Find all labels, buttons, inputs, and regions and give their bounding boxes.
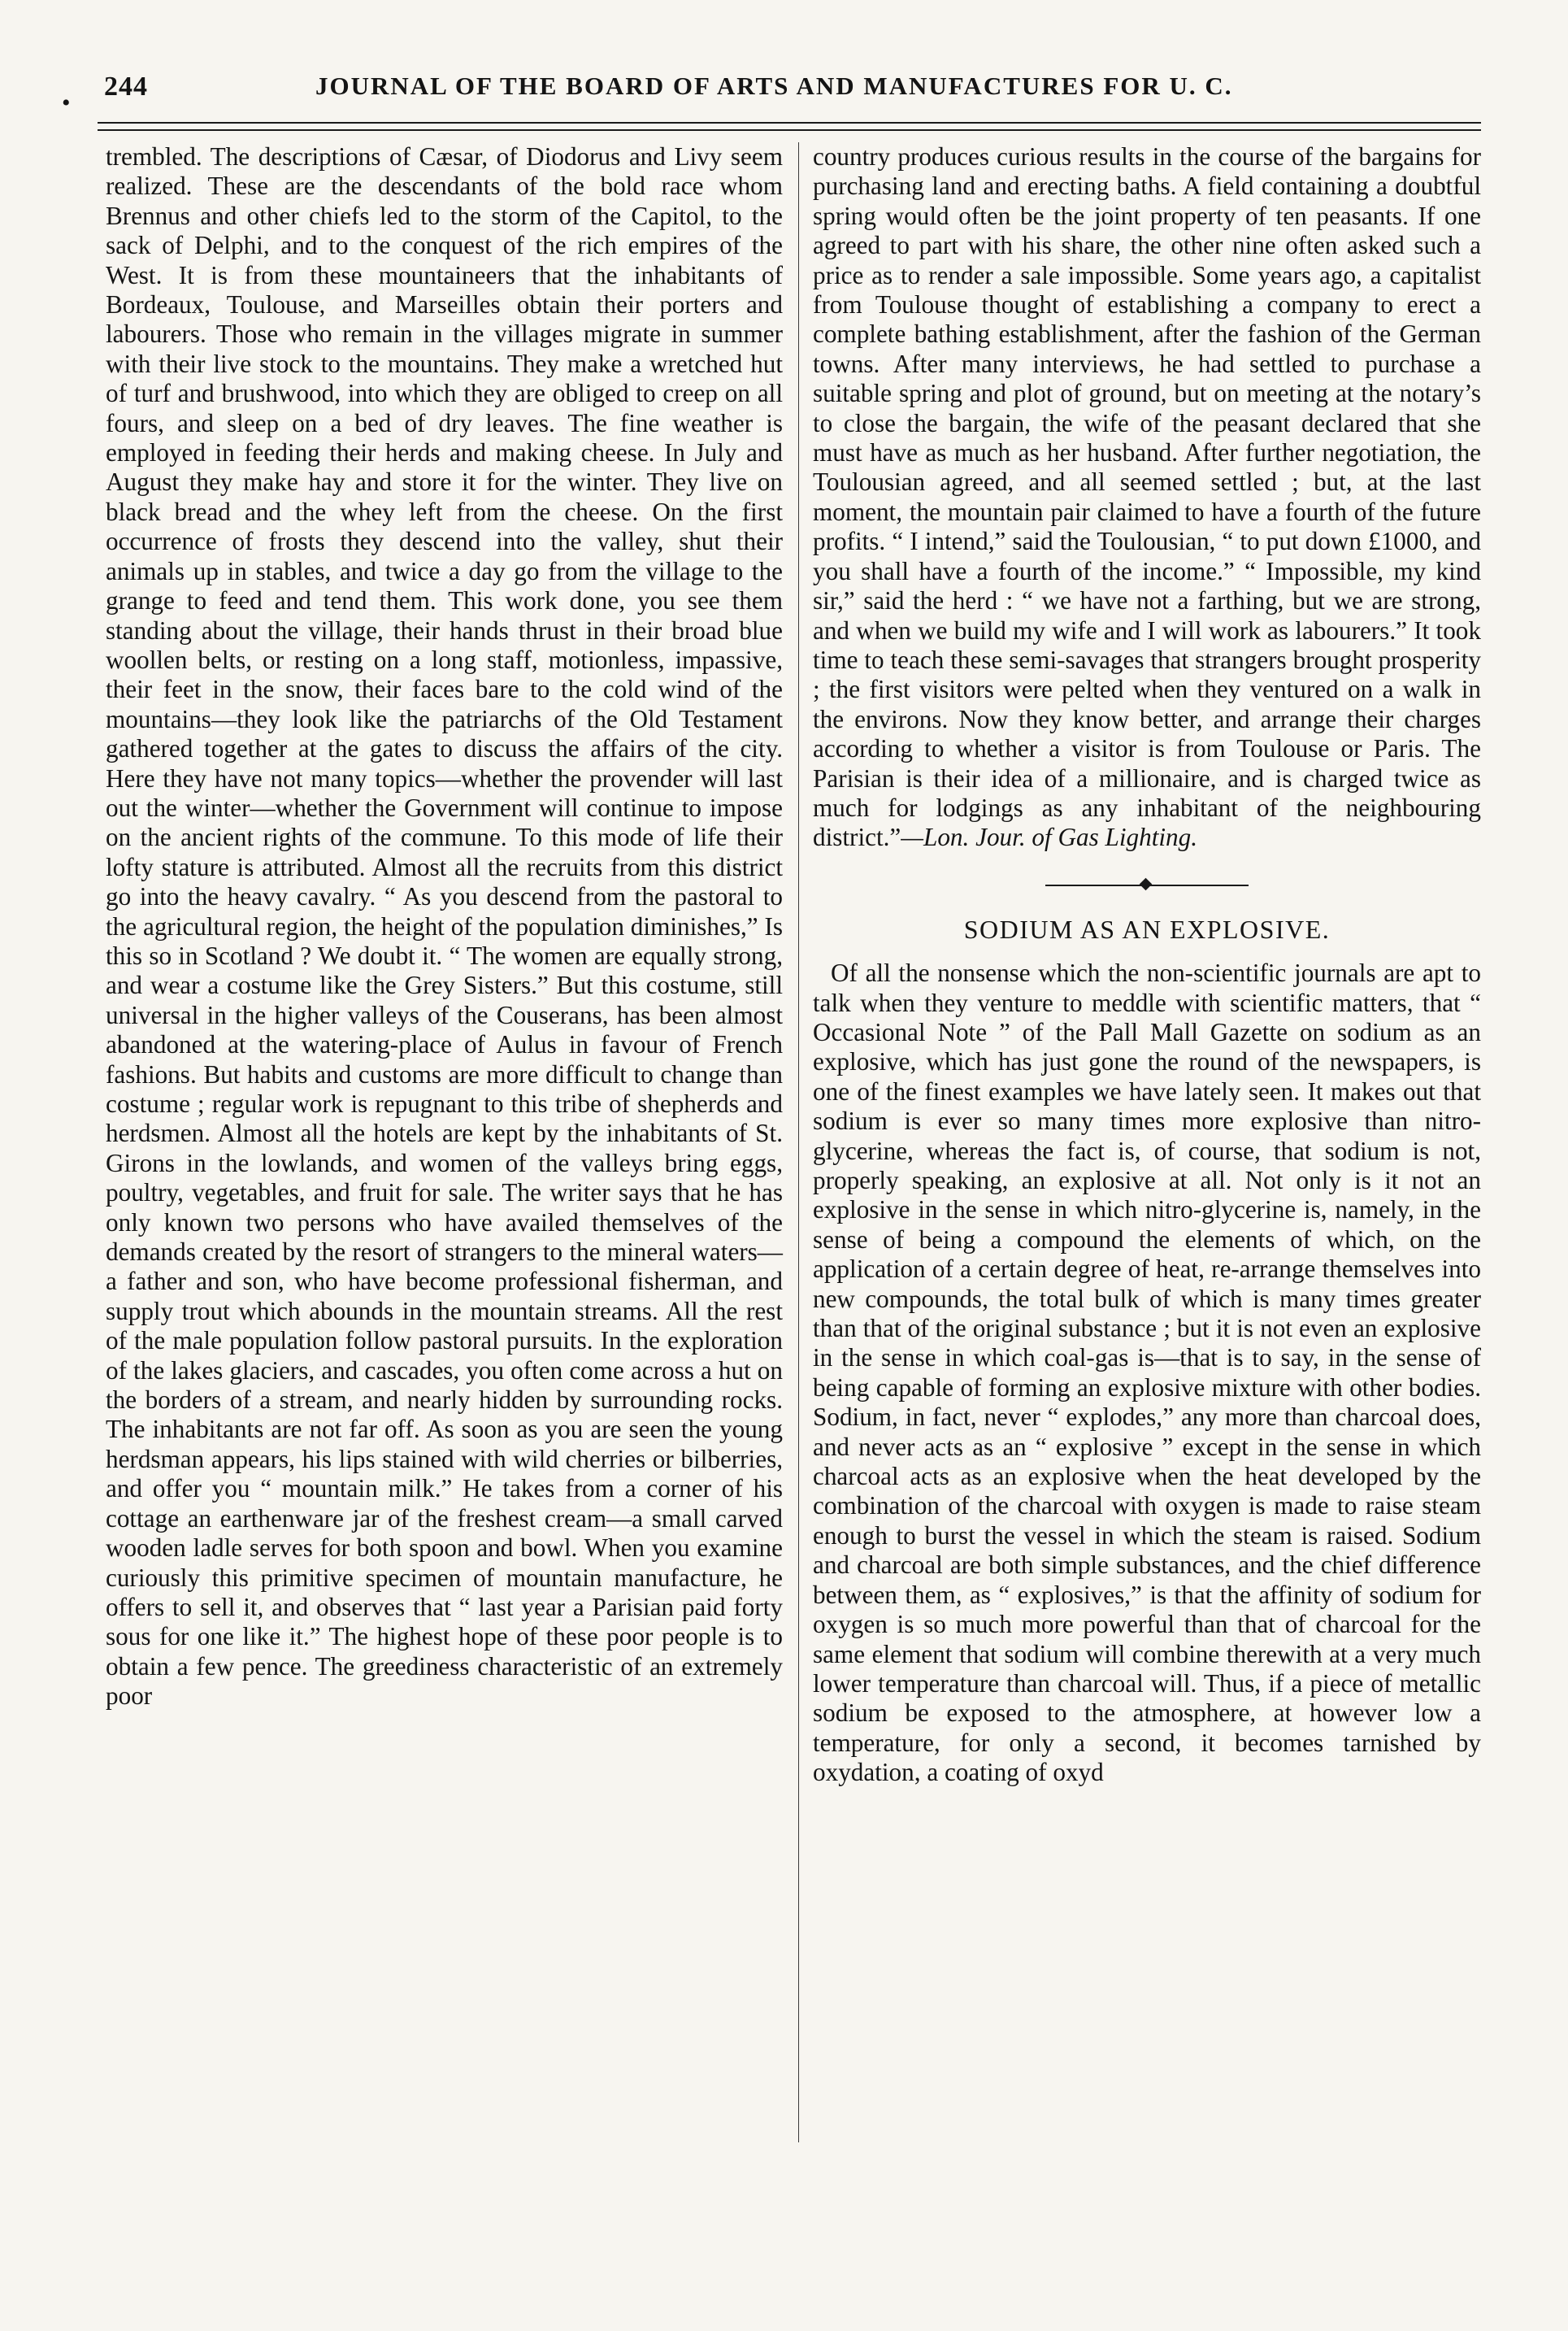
continuation-text: country produces curious results in the course of the bargains for purchasing land and erecting baths. A field containing a doubtful spring would often be the joint property of ten peasants. If one agreed to part with his share, the other nine often asked such a price as to render a sale impossible. Some years ago, a capitalist from Toulouse thought of establishing a company to erect a complete bathing establishment, after the fashion of the German towns. After many interviews, he had settled to purchase a suitable spring and plot of ground, but on meeting at the notary’s to close the bargain, the wife of the peasant declared that she must have as much as her husband. After further negotiation, the Toulousian agreed, and all seemed settled ; but, at the last moment, the mountain pair claimed to have a fourth of the future profits. “ I intend,” said the Toulousian, “ to put down £1000, and you shall have a fourth of the income.” “ Impossible, my kind sir,” said the herd : “ we have not a farthing, but we are strong, and when we build my wife and I will work as labourers.” It took time to teach these semi-savages that strangers brought prosperity ; the first visitors were pelted when they ventured on a walk in the environs. Now they know better, and arrange their charges according to whether a visitor is from Toulouse or Paris. The Parisian is their idea of a millionaire, and is charged twice as much for lodgings as any inhabitant of the neighbouring district.” — [813, 142, 1481, 852]
left-column-text: trembled. The descriptions of Cæsar, of Diodorus and Livy seem realized. These are the descendants of the bold race whom Brennus and other chiefs led to the storm of the Capitol, to the sack of Delphi, and to the conquest of the rich empires of the West. It is from these mountaineers that the inhabitants of Bordeaux, Toulouse, and Marseilles obtain their porters and labourers. Those who remain in the villages migrate in summer with their live stock to the mountains. They make a wretched hut of turf and brushwood, into which they are obliged to creep on all fours, and sleep on a bed of dry leaves. The fine weather is employed in feeding their herds and making cheese. In July and August they make hay and store it for the winter. They live on black bread and the whey left from the cheese. On the first occurrence of frosts they descend into the valley, shut their animals up in stables, and twice a day go from the village to the grange to feed and tend them. This work done, you see them standing about the village, their hands thrust in their broad blue woollen belts, or resting on a long staff, motionless, impassive, their feet in the snow, their faces bare to the cold wind of the mountains—they look like the patriarchs of the Old Testament gathered together at the gates to discuss the affairs of the city. Here they have not many topics—whether the provender will last out the winter—whether the Government will continue to impose on the ancient rights of the commune. To this mode of life their lofty stature is attributed. Almost all the recruits from this district go into the heavy cavalry. “ As you descend from the pastoral to the agricultural region, the height of the population diminishes,” Is this so in Scotland ? We doubt it. “ The women are equally strong, and wear a costume like the Grey Sisters.” But this costume, still universal in the higher valleys of the Couserans, has been almost abandoned at the watering-place of Aulus in favour of French fashions. But habits and customs are more difficult to change than costume ; regular work is repugnant to this tribe of shepherds and herdsmen. Almost all the hotels are kept by the inhabitants of St. Girons in the lowlands, and women of the valleys bring eggs, poultry, vegetables, and fruit for sale. The writer says that he has only known two persons who have availed themselves of the demands created by the resort of strangers to the mineral waters—a father and son, who have become professional fisherman, and supply trout which abounds in the mountain streams. All the rest of the male population follow pastoral pursuits. In the exploration of the lakes glaciers, and cascades, you often come across a hut on the borders of a stream, and nearly hidden by surrounding rocks. The inhabitants are not far off. As soon as you are seen the young herdsman appears, his lips stained with wild cherries or bilberries, and offer you “ mountain milk.” He takes from a corner of his cottage an earthenware jar of the freshest cream—a small carved wooden ladle serves for both spoon and bowl. When you examine curiously this primitive specimen of mountain manufacture, he offers to sell it, and observes that “ last year a Parisian paid forty sous for one like it.” The highest hope of these poor people is to obtain a few pence. The greediness characteristic of an extremely poor — [106, 142, 783, 1711]
column-divider — [798, 142, 799, 2142]
right-column-continuation — [813, 142, 1481, 853]
source-byline: —Lon. Jour. of Gas Lighting. — [901, 823, 1198, 852]
margin-bullet: • — [62, 89, 71, 116]
right-column — [813, 142, 1481, 2151]
diamond-icon — [1140, 877, 1153, 890]
sodium-article-text: Of all the nonsense which the non-scientific journals are apt to talk when they venture to meddle with scientific matters, that “ Occasional Note ” of the Pall Mall Gazette on sodium as an explosive, which has just gone the round of the newspapers, is one of the finest examples we have lately seen. It makes out that sodium is ever so many times more explosive than nitro-glycerine, whereas the fact is, of course, that sodium is not, properly speaking, an explosive at all. Not only is it not an explosive in the sense in which nitro-glycerine is, namely, in the sense of being a compound the elements of which, on the application of a certain degree of heat, re-arrange themselves into new compounds, the total bulk of which is many times greater than that of the original substance ; but it is not even an explosive in the sense in which coal-gas is—that is to say, in the sense of being capable of forming an explosive mixture with other bodies. Sodium, in fact, never “ explodes,” any more than charcoal does, and never acts as an “ explosive ” except in the sense in which charcoal acts as an explosive when the heat developed by the combination of the charcoal with oxygen is made to raise steam enough to burst the vessel in which the steam is raised. Sodium and charcoal are both simple substances, and the chief difference between them, as “ explosives,” is that the affinity of sodium for oxygen is so much more powerful than that of charcoal for the same element that sodium will combine therewith at a very much lower temperature than charcoal will. Thus, if a piece of metallic sodium be exposed to the atmosphere, at however low a temperature, for only a second, it becomes tarnished by oxydation, a coating of oxyd — [813, 959, 1481, 1787]
running-head: JOURNAL OF THE BOARD OF ARTS AND MANUFACTURES FOR U. C. — [315, 72, 1233, 100]
header-double-rule — [98, 122, 1481, 131]
section-heading: SODIUM AS AN EXPLOSIVE. — [963, 914, 1331, 944]
section-ornament — [1045, 871, 1249, 900]
left-column — [106, 142, 783, 2151]
page-number: 244 — [104, 72, 148, 102]
